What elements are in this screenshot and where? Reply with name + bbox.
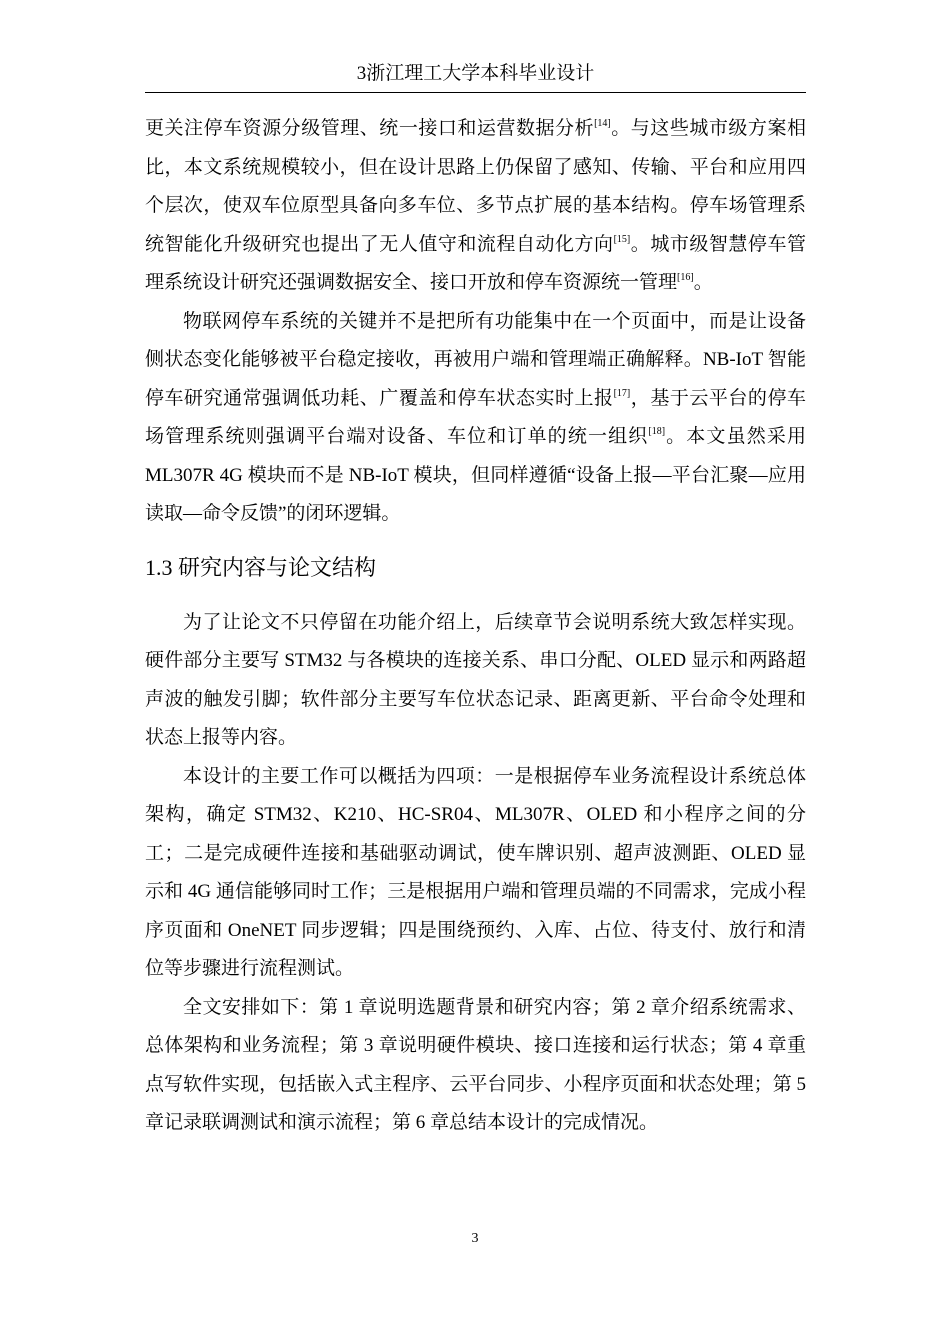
paragraph-text: 更关注停车资源分级管理、统一接口和运营数据分析: [145, 118, 595, 139]
citation-ref: [16]: [677, 272, 694, 283]
paragraph-text: 。: [693, 272, 713, 293]
paragraph-text: 。城市级智慧停车管理系统设计研究还强调数据安全、接口开放和停车资源统一管理: [145, 233, 806, 293]
paragraph-text: ，基于云平台的停车场管理系统则强调平台端对设备、车位和订单的统一组织: [145, 387, 806, 447]
paragraph-text: 为了让论文不只停留在功能介绍上，后续章节会说明系统大致怎样实现。硬件部分主要写 STM32 与各模块的连接关系、串口分配、OLED 显示和两路超声波的触发引脚；软件部分主要写车位状态记录、距离更新、平台命令处理和状态上报等内容。: [145, 611, 806, 748]
citation-ref: [18]: [648, 426, 666, 437]
body-paragraph: [145, 110, 806, 303]
page-body: [145, 110, 806, 1143]
body-paragraph: [145, 303, 806, 534]
paragraph-text: 物联网停车系统的关键并不是把所有功能集中在一个页面中，而是让设备侧状态变化能够被平台稳定接收，再被用户端和管理端正确解释。NB-IoT 智能停车研究通常强调低功耗、广覆盖和停车状态实时上报: [145, 310, 806, 409]
citation-ref: [17]: [613, 387, 631, 399]
citation-ref: [14]: [594, 118, 611, 129]
header-rule: [145, 92, 806, 93]
section-heading: 1.3 研究内容与论文结构: [145, 554, 377, 580]
citation-ref: [15]: [613, 233, 631, 245]
body-paragraph: [145, 989, 806, 1143]
paragraph-text: 本设计的主要工作可以概括为四项：一是根据停车业务流程设计系统总体架构，确定 STM32、K210、HC-SR04、ML307R、OLED 和小程序之间的分工；二是完成硬件连接和基础驱动调试，使车牌识别、超声波测距、OLED 显示和 4G 通信能够同时工作；三是根据用户端和管理员端的不同需求，完成小程序页面和 OneNET 同步逻辑；四是围绕预约、入库、占位、待支付、放行和清位等步骤进行流程测试。: [145, 765, 806, 979]
page-header: 3浙江理工大学本科毕业设计: [356, 63, 595, 84]
paragraph-text: 。与这些城市级方案相比，本文系统规模较小，但在设计思路上仍保留了感知、传输、平台和应用四个层次，使双车位原型具备向多车位、多节点扩展的基本结构。停车场管理系统智能化升级研究也提出了无人值守和流程自动化方向: [145, 118, 806, 255]
body-paragraph: [145, 604, 806, 758]
paragraph-group-1: [145, 110, 806, 534]
paragraph-group-2: [145, 604, 806, 1143]
body-paragraph: [145, 758, 806, 989]
paragraph-text: 。本文虽然采用 ML307R 4G 模块而不是 NB-IoT 模块，但同样遵循“设备上报—平台汇聚—应用读取—命令反馈”的闭环逻辑。: [145, 426, 806, 524]
page-number: 3: [471, 1231, 479, 1246]
paragraph-text: 全文安排如下：第 1 章说明选题背景和研究内容；第 2 章介绍系统需求、总体架构和业务流程；第 3 章说明硬件模块、接口连接和运行状态；第 4 章重点写软件实现，包括嵌入式主程序、云平台同步、小程序页面和状态处理；第 5 章记录联调测试和演示流程；第 6 章总结本设计的完成情况。: [145, 996, 806, 1133]
